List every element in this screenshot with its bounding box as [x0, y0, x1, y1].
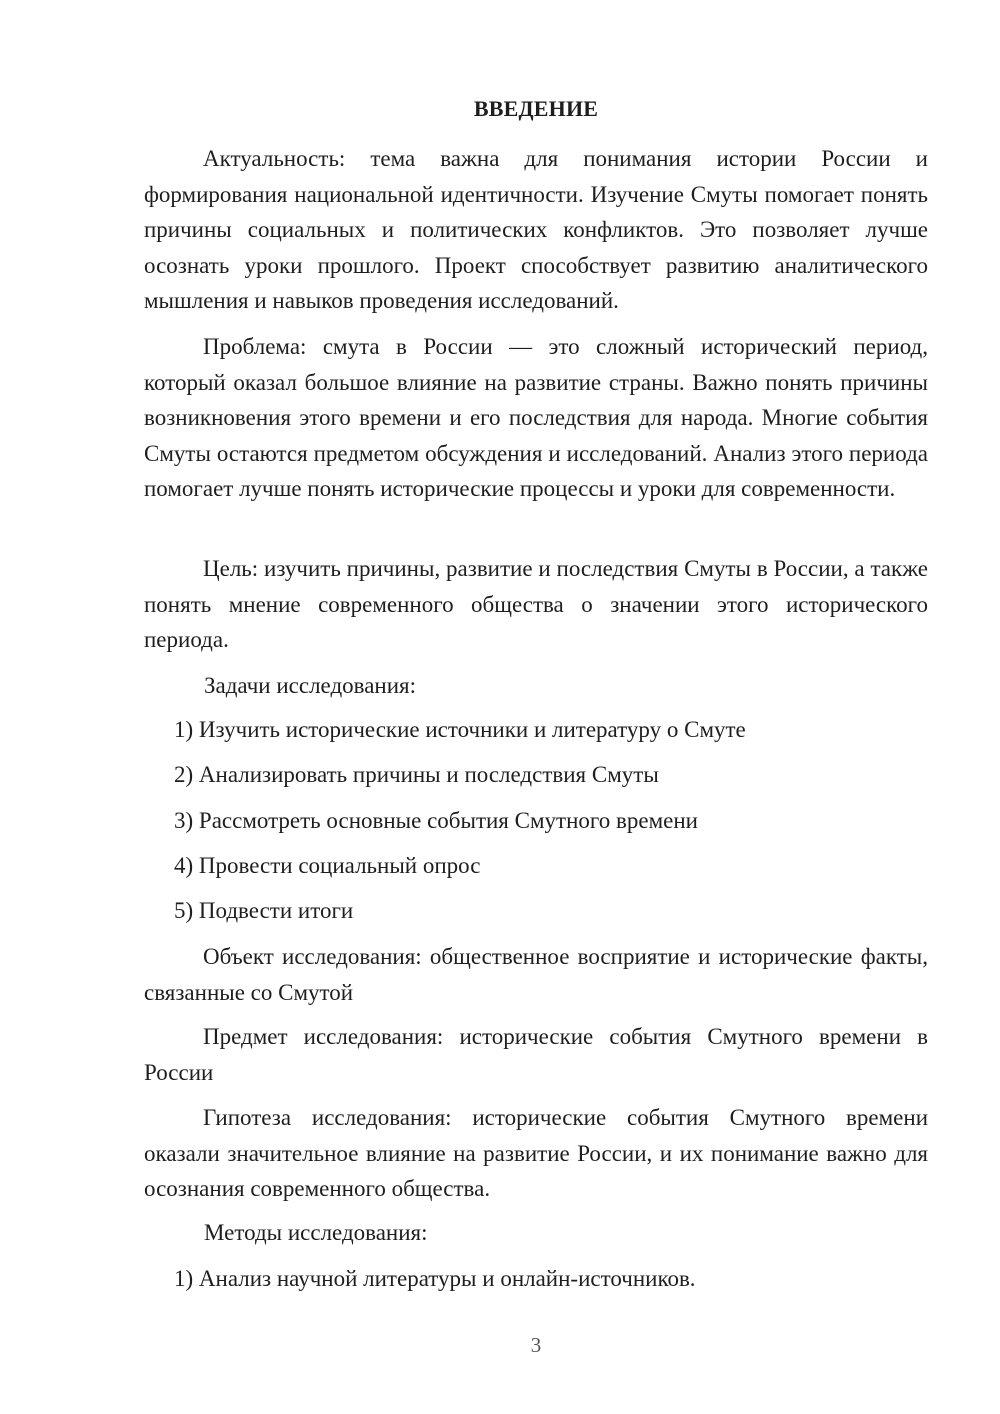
- relevance-paragraph: Актуальность: тема важна для понимания истории России и формирования национальной идентичности. Изучение Смуты помогает понять причины социальных и политических конфликтов. Это позволяет лучше осознать уроки прошлого. Проект способствует развитию аналитического мышления и навыков проведения исследований.: [144, 146, 928, 313]
- problem-paragraph: Проблема: смута в России — это сложный исторический период, который оказал большое влияние на развитие страны. Важно понять причины возникновения этого времени и его последствия для народа. Многие события Смуты остаются предметом обсуждения и исследований. Анализ этого периода помогает лучше понять исторические процессы и уроки для современности.: [144, 334, 928, 501]
- section-heading: ВВЕДЕНИЕ: [473, 96, 599, 121]
- methods-label: Методы исследования:: [204, 1220, 428, 1245]
- task-item: 4) Провести социальный опрос: [174, 853, 481, 878]
- method-item: 1) Анализ научной литературы и онлайн-источников.: [174, 1266, 696, 1291]
- goal-paragraph: Цель: изучить причины, развитие и последствия Смуты в России, а также понять мнение современного общества о значении этого исторического периода.: [144, 556, 928, 652]
- subject-paragraph: Предмет исследования: исторические события Смутного времени в России: [144, 1024, 928, 1085]
- object-paragraph: Объект исследования: общественное восприятие и исторические факты, связанные со Смутой: [144, 944, 928, 1005]
- task-item: 5) Подвести итоги: [174, 898, 354, 923]
- task-item: 3) Рассмотреть основные события Смутного времени: [174, 808, 698, 833]
- tasks-label: Задачи исследования:: [204, 673, 417, 698]
- task-item: 1) Изучить исторические источники и литературу о Смуте: [174, 717, 746, 742]
- page-number: 3: [530, 1333, 542, 1357]
- task-item: 2) Анализировать причины и последствия Смуты: [174, 762, 659, 787]
- hypothesis-paragraph: Гипотеза исследования: исторические события Смутного времени оказали значительное влияние на развитие России, и их понимание важно для осознания современного общества.: [144, 1105, 928, 1201]
